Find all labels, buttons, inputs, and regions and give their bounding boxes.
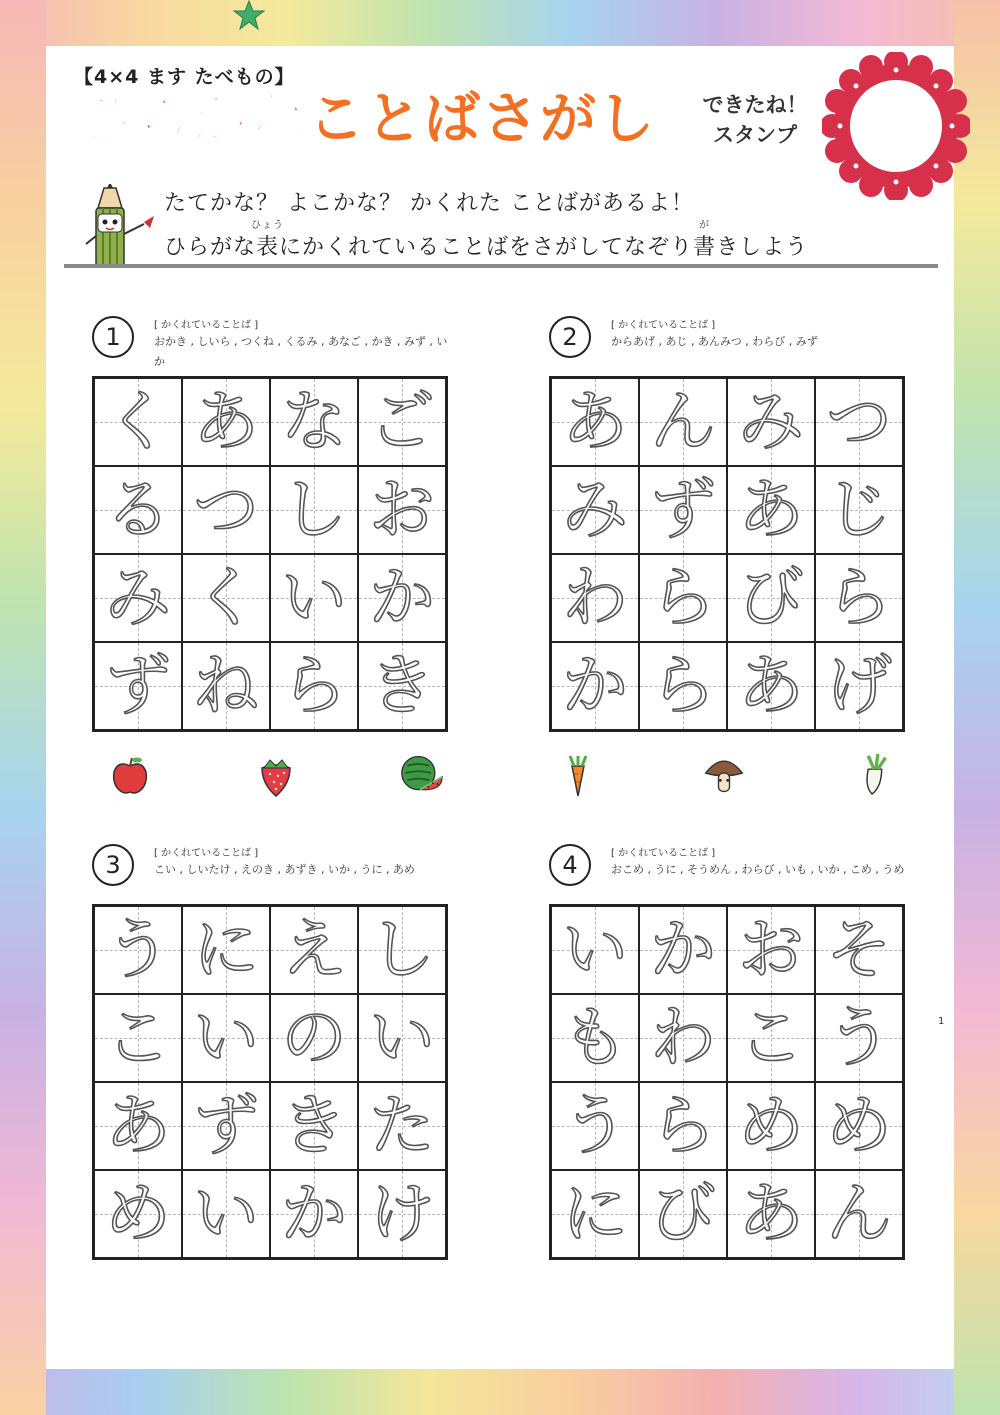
trace-letter: び <box>738 559 804 636</box>
grid-cell[interactable] <box>551 994 639 1082</box>
trace-letter: お <box>369 471 435 548</box>
hidden-words-title: [ かくれていることば ] <box>611 320 716 331</box>
grid-cell[interactable] <box>551 906 639 994</box>
watermelon-icon <box>400 752 444 796</box>
grid-cell[interactable] <box>94 642 182 730</box>
trace-letter: し <box>369 911 435 988</box>
header-divider <box>64 264 938 268</box>
trace-letter: き <box>281 1087 347 1164</box>
trace-letter: ず <box>650 471 716 548</box>
stamp-label-line2: スタンプ <box>713 123 797 147</box>
grid-cell[interactable] <box>270 378 358 466</box>
grid-cell[interactable] <box>358 906 446 994</box>
grid-cell[interactable] <box>358 554 446 642</box>
grid-cell[interactable] <box>270 906 358 994</box>
hidden-words-title: [ かくれていることば ] <box>611 848 716 859</box>
trace-letter: お <box>738 911 804 988</box>
trace-letter: み <box>562 471 628 548</box>
trace-letter: ず <box>193 1087 259 1164</box>
letter-grid <box>92 376 448 732</box>
grid-cell[interactable] <box>639 994 727 1082</box>
trace-letter: き <box>369 647 435 724</box>
ruby-ga: が <box>699 220 711 231</box>
trace-letter: あ <box>193 383 259 460</box>
trace-letter: え <box>281 911 347 988</box>
hidden-words-list: おこめ , うに , そうめん , わらび , いも , いか , こめ , うめ <box>611 863 905 876</box>
grid-cell[interactable] <box>815 906 903 994</box>
trace-letter: に <box>193 911 259 988</box>
trace-letter: そ <box>826 911 892 988</box>
trace-letter: ね <box>193 647 259 724</box>
grid-cell[interactable] <box>94 554 182 642</box>
kanji-ka <box>693 220 717 261</box>
hidden-words-title: [ かくれていることば ] <box>154 320 259 331</box>
trace-letter: か <box>562 647 628 724</box>
grid-cell[interactable] <box>182 554 270 642</box>
grid-cell[interactable] <box>639 378 727 466</box>
instruction-text-a: ひらがな <box>164 235 257 260</box>
grid-cell[interactable] <box>639 1082 727 1170</box>
grid-cell[interactable] <box>551 378 639 466</box>
letter-grid <box>92 904 448 1260</box>
grid-cell[interactable] <box>270 466 358 554</box>
grid-cell[interactable] <box>639 466 727 554</box>
mushroom-icon <box>702 752 746 796</box>
grid-cell[interactable] <box>270 994 358 1082</box>
grid-cell[interactable] <box>94 1082 182 1170</box>
kanji-hyou <box>251 220 285 261</box>
trace-letter: た <box>369 1087 435 1164</box>
grid-cell[interactable] <box>639 1170 727 1258</box>
trace-letter: し <box>281 471 347 548</box>
trace-letter: か <box>650 911 716 988</box>
letter-grid <box>549 376 905 732</box>
trace-letter: つ <box>826 383 892 460</box>
grid-cell[interactable] <box>182 642 270 730</box>
trace-letter: げ <box>826 647 892 724</box>
stamp-circle-icon <box>822 52 970 200</box>
hidden-words-title: [ かくれていることば ] <box>154 848 259 859</box>
trace-letter: い <box>193 999 259 1076</box>
ruby-hyou: ひょう <box>251 220 285 231</box>
trace-letter: じ <box>826 471 892 548</box>
grid-cell[interactable] <box>182 994 270 1082</box>
instruction-text-c: きしよう <box>716 235 809 260</box>
trace-letter: つ <box>193 471 259 548</box>
trace-letter: く <box>193 559 259 636</box>
worksheet-title <box>76 87 656 152</box>
trace-letter: ら <box>650 1087 716 1164</box>
hidden-words-list: おかき , しいら , つくね , くるみ , あなご , かき , みず , いか <box>154 335 448 368</box>
star-icon <box>232 0 266 30</box>
trace-letter: く <box>105 383 171 460</box>
grid-cell[interactable] <box>727 642 815 730</box>
trace-letter: か <box>281 1175 347 1252</box>
grid-cell[interactable] <box>270 642 358 730</box>
stamp-label-line1: できたね！ <box>702 93 808 117</box>
grid-cell[interactable] <box>358 1082 446 1170</box>
trace-letter: る <box>105 471 171 548</box>
grid-cell[interactable] <box>358 1170 446 1258</box>
grid-cell[interactable] <box>94 466 182 554</box>
grid-cell[interactable] <box>639 554 727 642</box>
grid-cell[interactable] <box>815 554 903 642</box>
grid-cell[interactable] <box>727 1170 815 1258</box>
grid-cell[interactable] <box>270 1170 358 1258</box>
trace-letter: ら <box>650 559 716 636</box>
grid-cell[interactable] <box>551 554 639 642</box>
grid-cell[interactable] <box>270 1082 358 1170</box>
trace-letter: ん <box>826 1175 892 1252</box>
carrot-icon <box>556 754 600 798</box>
trace-letter: わ <box>650 999 716 1076</box>
trace-letter: い <box>562 911 628 988</box>
daikon-icon <box>852 752 896 796</box>
grid-cell[interactable] <box>727 554 815 642</box>
trace-letter: う <box>562 1087 628 1164</box>
trace-letter: な <box>281 383 347 460</box>
trace-letter: み <box>105 559 171 636</box>
page-number: 1 <box>938 1016 945 1027</box>
grid-cell[interactable] <box>727 1082 815 1170</box>
stamp-label <box>690 90 820 150</box>
grid-cell[interactable] <box>551 1170 639 1258</box>
instruction-line-1: たてかな？ よこかな？ かくれた ことばがあるよ！ <box>164 191 694 216</box>
trace-letter: わ <box>562 559 628 636</box>
grid-cell[interactable] <box>358 378 446 466</box>
grid-cell[interactable] <box>94 378 182 466</box>
grid-cell[interactable] <box>727 994 815 1082</box>
trace-letter: も <box>562 999 628 1076</box>
trace-letter: あ <box>738 1175 804 1252</box>
trace-letter: け <box>369 1175 435 1252</box>
grid-cell[interactable] <box>551 466 639 554</box>
puzzle-number: 4 <box>549 844 591 886</box>
grid-cell[interactable] <box>727 906 815 994</box>
title-hiragana: ひらがな <box>76 87 308 152</box>
trace-letter: び <box>650 1175 716 1252</box>
grid-cell[interactable] <box>639 906 727 994</box>
title-kotobasagashi: ことばさがし <box>308 87 656 152</box>
trace-letter: ら <box>826 559 892 636</box>
trace-letter: あ <box>562 383 628 460</box>
trace-letter: あ <box>738 471 804 548</box>
grid-cell[interactable] <box>551 642 639 730</box>
trace-letter: あ <box>738 647 804 724</box>
trace-letter: め <box>105 1175 171 1252</box>
puzzle-number: 3 <box>92 844 134 886</box>
hidden-words-list: こい , しいたけ , えのき , あずき , いか , うに , あめ <box>154 863 415 876</box>
trace-letter: い <box>369 999 435 1076</box>
trace-letter: う <box>105 911 171 988</box>
grid-cell[interactable] <box>94 1170 182 1258</box>
kanji-hyou-char: 表 <box>256 235 280 260</box>
trace-letter: こ <box>105 999 171 1076</box>
pencil-mascot-icon <box>82 184 162 274</box>
grid-cell[interactable] <box>94 906 182 994</box>
trace-letter: ず <box>105 647 171 724</box>
grid-cell[interactable] <box>639 642 727 730</box>
grid-cell[interactable] <box>551 1082 639 1170</box>
trace-letter: ご <box>369 383 435 460</box>
kanji-ka-char: 書 <box>693 235 717 260</box>
grid-cell[interactable] <box>94 994 182 1082</box>
hidden-words-list: からあげ , あじ , あんみつ , わらび , みず <box>611 335 818 348</box>
puzzle-number: 2 <box>549 316 591 358</box>
grid-cell[interactable] <box>358 642 446 730</box>
trace-letter: ん <box>650 383 716 460</box>
trace-letter: の <box>281 999 347 1076</box>
grid-cell[interactable] <box>358 466 446 554</box>
trace-letter: い <box>193 1175 259 1252</box>
frame-top <box>0 0 1000 46</box>
puzzle-number: 1 <box>92 316 134 358</box>
trace-letter: め <box>738 1087 804 1164</box>
grid-cell[interactable] <box>815 1170 903 1258</box>
trace-letter: い <box>281 559 347 636</box>
frame-right <box>954 0 1000 1415</box>
grid-cell[interactable] <box>815 642 903 730</box>
grid-cell[interactable] <box>815 1082 903 1170</box>
instruction-line-2 <box>164 220 809 261</box>
grid-cell[interactable] <box>182 1170 270 1258</box>
grid-cell[interactable] <box>182 906 270 994</box>
trace-letter: ら <box>650 647 716 724</box>
strawberry-icon <box>254 754 298 798</box>
trace-letter: め <box>826 1087 892 1164</box>
worksheet-subtitle: 【4×4 ます たべもの】 <box>74 66 295 88</box>
frame-left <box>0 0 46 1415</box>
frame-bottom <box>0 1369 1000 1415</box>
grid-cell[interactable] <box>182 378 270 466</box>
trace-letter: み <box>738 383 804 460</box>
trace-letter: こ <box>738 999 804 1076</box>
trace-letter: ら <box>281 647 347 724</box>
grid-cell[interactable] <box>727 466 815 554</box>
grid-cell[interactable] <box>815 378 903 466</box>
grid-cell[interactable] <box>358 994 446 1082</box>
apple-icon <box>108 754 152 798</box>
trace-letter: あ <box>105 1087 171 1164</box>
grid-cell[interactable] <box>815 994 903 1082</box>
trace-letter: に <box>562 1175 628 1252</box>
grid-cell[interactable] <box>182 1082 270 1170</box>
grid-cell[interactable] <box>727 378 815 466</box>
trace-letter: か <box>369 559 435 636</box>
trace-letter: う <box>826 999 892 1076</box>
letter-grid <box>549 904 905 1260</box>
grid-cell[interactable] <box>815 466 903 554</box>
grid-cell[interactable] <box>270 554 358 642</box>
instruction-text-b: にかくれていることばをさがしてなぞり <box>279 235 694 260</box>
grid-cell[interactable] <box>182 466 270 554</box>
